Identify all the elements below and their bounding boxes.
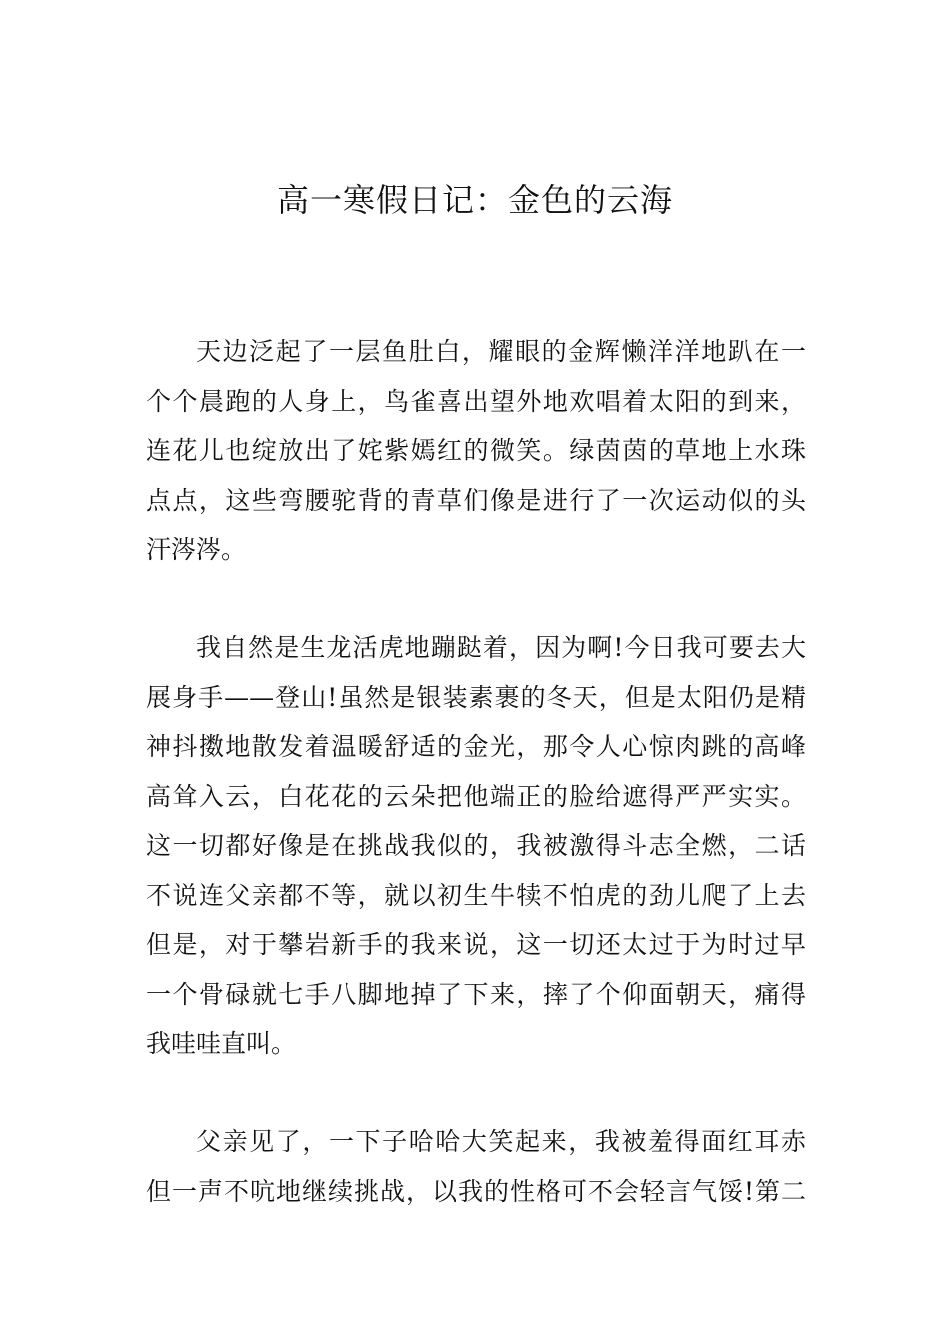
page-title: 高一寒假日记：金色的云海 (276, 181, 673, 219)
paragraph-2 (146, 623, 806, 1069)
paragraph-line: 展身手——登山!虽然是银装素裹的冬天，但是太阳仍是精 (146, 682, 806, 712)
paragraph-line: 但一声不吭地继续挑战，以我的性格可不会轻言气馁!第二 (146, 1176, 806, 1206)
paragraph-line: 点点，这些弯腰驼背的青草们像是进行了一次运动似的头 (146, 485, 806, 515)
paragraph-line: 不说连父亲都不等，就以初生牛犊不怕虎的劲儿爬了上去 (146, 880, 806, 910)
paragraph-line: 一个骨碌就七手八脚地掉了下来，摔了个仰面朝天，痛得 (146, 979, 806, 1009)
paragraph-line: 这一切都好像是在挑战我似的，我被激得斗志全燃，二话 (146, 831, 806, 860)
paragraph-1 (146, 327, 806, 575)
paragraph-3 (146, 1117, 806, 1216)
paragraph-line: 我自然是生龙活虎地蹦跶着，因为啊!今日我可要去大 (196, 633, 806, 662)
paragraph-line: 天边泛起了一层鱼肚白，耀眼的金辉懒洋洋地趴在一 (196, 337, 806, 366)
paragraph-line: 父亲见了，一下子哈哈大笑起来，我被羞得面红耳赤 (196, 1127, 806, 1156)
paragraph-line: 个个晨跑的人身上，鸟雀喜出望外地欢唱着太阳的到来， (146, 386, 806, 416)
paragraph-line: 神抖擞地散发着温暖舒适的金光，那令人心惊肉跳的高峰 (146, 732, 806, 761)
paragraph-line: 汗涔涔。 (146, 535, 247, 564)
paragraph-line: 但是，对于攀岩新手的我来说，这一切还太过于为时过早 (146, 930, 806, 959)
paragraph-line: 高耸入云，白花花的云朵把他端正的脸给遮得严严实实。 (146, 781, 806, 811)
paragraph-line: 我哇哇直叫。 (146, 1029, 297, 1058)
paragraph-line: 连花儿也绽放出了姹紫嫣红的微笑。绿茵茵的草地上水珠 (146, 436, 806, 465)
